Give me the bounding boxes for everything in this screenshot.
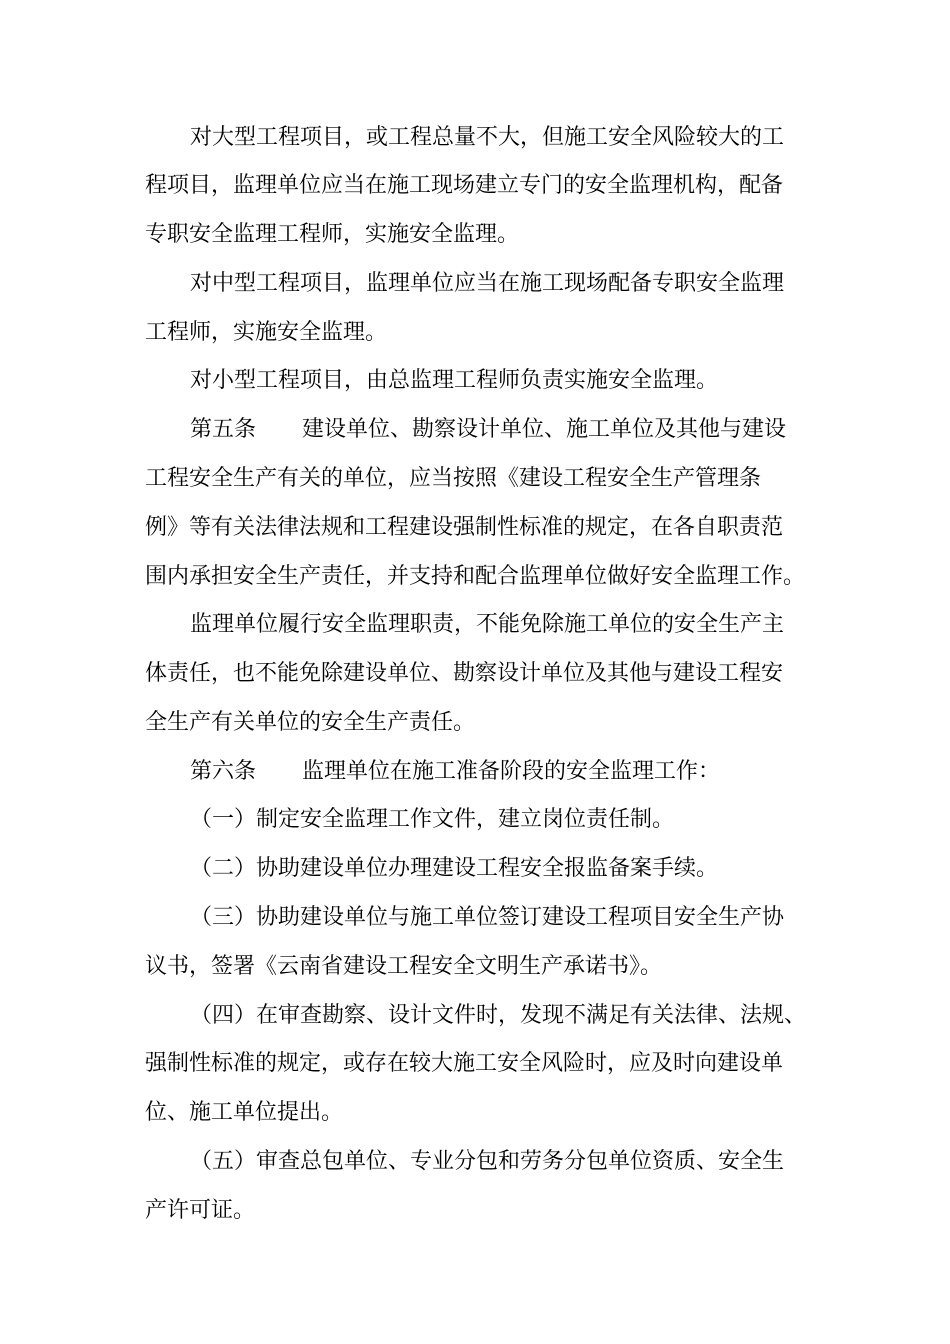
- paragraph-line: 位、施工单位提出。: [145, 1100, 344, 1125]
- paragraph-line: 产许可证。: [145, 1198, 256, 1223]
- paragraph-line: 对大型工程项目，或工程总量不大，但施工安全风险较大的工: [190, 125, 785, 150]
- list-item-line: （四）在审查勘察、设计文件时，发现不满足有关法律、法规、: [190, 1003, 807, 1028]
- paragraph-line: 程项目，监理单位应当在施工现场建立专门的安全监理机构，配备: [145, 173, 784, 198]
- paragraph-line: 对中型工程项目，监理单位应当在施工现场配备专职安全监理: [190, 271, 785, 296]
- paragraph-line: 围内承担安全生产责任，并支持和配合监理单位做好安全监理工作。: [145, 564, 806, 589]
- article-number: 第六条: [190, 759, 257, 784]
- paragraph-line: 专职安全监理工程师，实施安全监理。: [145, 222, 520, 247]
- paragraph-line: 体责任，也不能免除建设单位、勘察设计单位及其他与建设工程安: [145, 661, 784, 686]
- paragraph-line: 例》等有关法律法规和工程建设强制性标准的规定，在各自职责范: [145, 515, 784, 540]
- list-item-line: （二）协助建设单位办理建设工程安全报监备案手续。: [190, 856, 719, 881]
- article-line: [190, 410, 870, 450]
- article-text: 监理单位在施工准备阶段的安全监理工作：: [302, 759, 721, 784]
- paragraph-line: 监理单位履行安全监理职责，不能免除施工单位的安全生产主: [190, 612, 785, 637]
- article-line: [190, 752, 870, 792]
- paragraph-line: 全生产有关单位的安全生产责任。: [145, 710, 476, 735]
- list-item-line: （三）协助建设单位与施工单位签订建设工程项目安全生产协: [190, 905, 785, 930]
- article-number: 第五条: [190, 417, 257, 442]
- paragraph-line: 对小型工程项目，由总监理工程师负责实施安全监理。: [190, 368, 719, 393]
- paragraph-line: 议书，签署《云南省建设工程安全文明生产承诺书》。: [145, 954, 663, 979]
- article-text: 建设单位、勘察设计单位、施工单位及其他与建设: [302, 417, 787, 442]
- list-item-line: （一）制定安全监理工作文件，建立岗位责任制。: [190, 807, 675, 832]
- paragraph-line: 强制性标准的规定，或存在较大施工安全风险时，应及时向建设单: [145, 1051, 784, 1076]
- paragraph-line: 工程安全生产有关的单位，应当按照《建设工程安全生产管理条: [145, 466, 762, 491]
- list-item-line: （五）审查总包单位、专业分包和劳务分包单位资质、安全生: [190, 1149, 785, 1174]
- paragraph-line: 工程师，实施安全监理。: [145, 320, 388, 345]
